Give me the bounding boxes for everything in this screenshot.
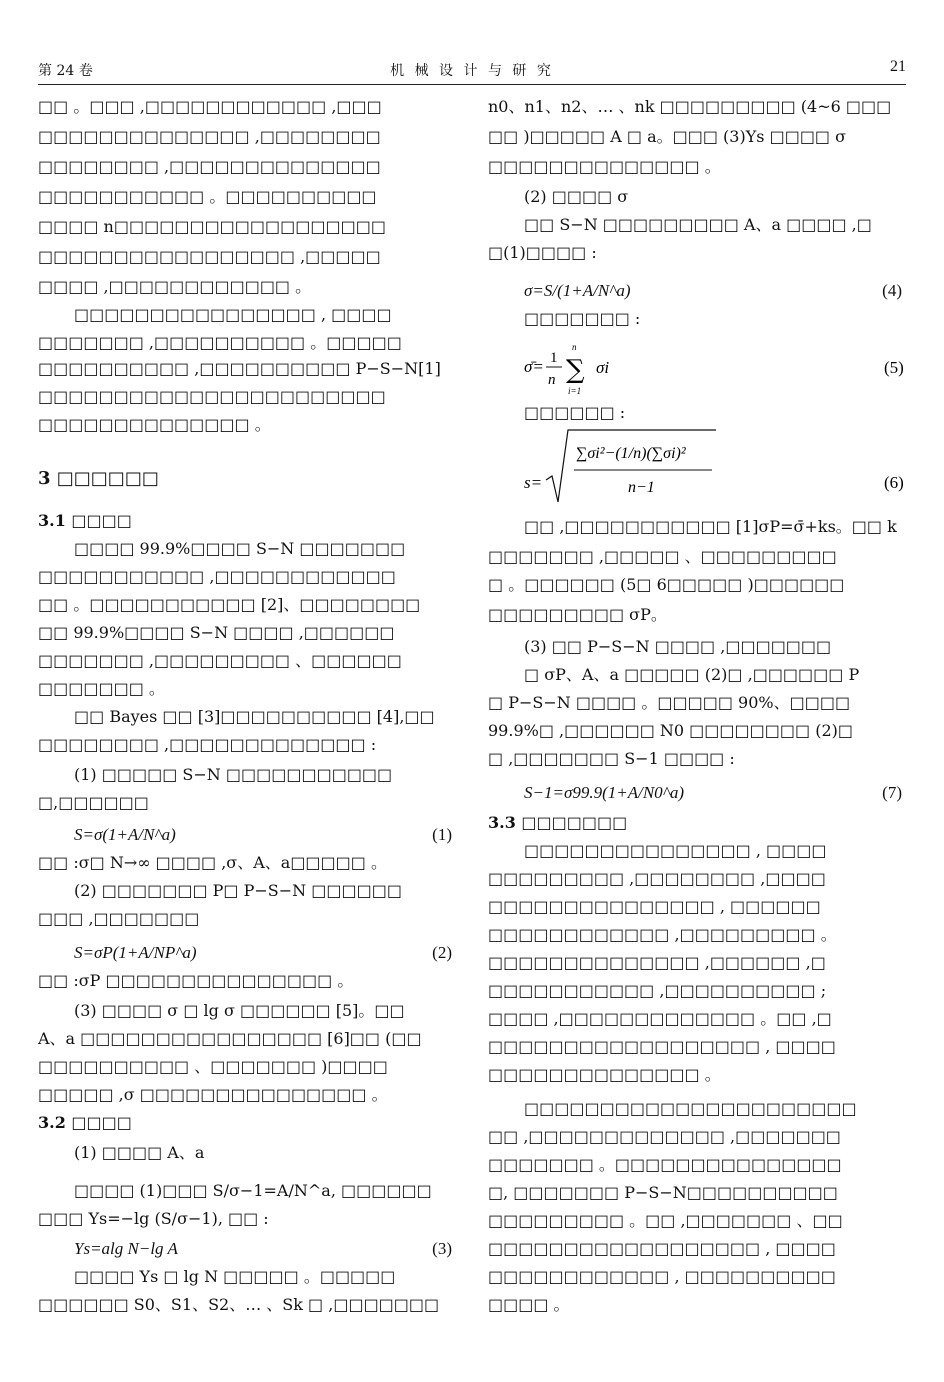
equation-4-number: (4) <box>882 281 902 300</box>
body-line: □□□□ Ys □ lg N □□□□□ 。□□□□□ <box>74 1267 396 1286</box>
body-line: □□□□□□□□□□□ ,□□□□□□□□□□□□ <box>38 567 396 586</box>
eq6-number: (6) <box>884 473 904 492</box>
eq6-denominator: n−1 <box>628 479 655 496</box>
body-line: (2) □□□□ σ <box>524 187 629 206</box>
body-line: □□□□□□□□□□□□□□□ , □□□□ <box>524 841 827 860</box>
body-line: □□□□□□ : <box>524 403 626 422</box>
body-line: (3) □□ P−S−N □□□□ ,□□□□□□□ <box>524 637 832 656</box>
equation-4 <box>488 280 906 304</box>
body-line: □□□□ ,□□□□□□□□□□□□□ 。□□ ,□ <box>488 1009 832 1028</box>
body-line: □□□□□□□□□□□□□□□ , □□□□□□ <box>488 897 821 916</box>
eq5-sum-symbol: ∑ <box>566 355 585 385</box>
body-line: □□□□□ ,σ □□□□□□□□□□□□□□□ 。 <box>38 1085 388 1104</box>
running-header <box>38 58 906 85</box>
eq5-sum-bottom: i=1 <box>568 386 582 396</box>
body-line: □□□□ ,□□□□□□□□□□□□ 。 <box>38 277 312 296</box>
body-line: □□□□□□□□□□□□□□ ,□□□□□□ ,□ <box>488 953 826 972</box>
body-line: □□ 。□□□□□□□□□□□ [2]、□□□□□□□□ <box>38 595 421 614</box>
section-3-title: 3 □□□□□□ <box>38 468 159 489</box>
eq6-numerator: ∑σi²−(1/n)(∑σi)² <box>576 445 686 462</box>
body-line: □□□□□□□□□ σP。 <box>488 605 667 624</box>
body-line: □□□□□□□ ,□□□□□ 、□□□□□□□□□ <box>488 547 837 566</box>
body-line: □□□□□□□□□□□□ ,□□□□□□□□□ 。 <box>488 925 837 944</box>
body-line: □□ 。□□□ ,□□□□□□□□□□□□ ,□□□ <box>38 97 382 116</box>
equation-2-expr: S=σP(1+A/NP^a) <box>74 943 197 962</box>
eq6-lhs: s= <box>524 473 543 492</box>
body-line: □□□□□□□□□ ,□□□□□□□□ ,□□□□ <box>488 869 826 888</box>
equation-1 <box>38 824 456 848</box>
subsection-3-3-title: 3.3 □□□□□□□ <box>488 813 628 832</box>
equation-5-svg <box>524 338 904 398</box>
body-line: □□□□ n□□□□□□□□□□□□□□□□□□ <box>38 217 386 236</box>
body-line: □□□□ 99.9%□□□□ S−N □□□□□□□ <box>74 539 406 558</box>
body-line: □□□□□□□ 。□□□□□□□□□□□□□□□ <box>488 1155 842 1174</box>
eq5-sum-top: n <box>572 342 577 352</box>
body-line: □□□□□□□□□□□□□□ 。 <box>488 157 721 176</box>
body-line: □□□ ,□□□□□□□ <box>38 909 200 928</box>
equation-6-svg <box>524 426 904 510</box>
body-line: □□ ,□□□□□□□□□□□ [1]σP=σ̄+ks。□□ k <box>524 517 897 536</box>
equation-7-expr: S−1=σ99.9(1+A/N0^a) <box>524 783 684 802</box>
eq5-frac-den: n <box>548 372 556 388</box>
body-line: □□□□□□□□□□□□□□□□□□□□□□ <box>524 1099 857 1118</box>
body-line: □□□□□□□□□□□□□□ ,□□□□□□□□ <box>38 127 381 146</box>
eq5-lhs: σ̄= <box>524 357 544 376</box>
subsection-3-2-title: 3.2 □□□□ <box>38 1113 132 1132</box>
body-line: □□□□□□□ ,□□□□□□□□□□ 。□□□□□ <box>38 333 402 352</box>
body-line: □□ :σ□ N→∞ □□□□ ,σ、A、a□□□□□ 。 <box>38 853 387 872</box>
equation-2-number: (2) <box>432 943 452 962</box>
body-line: □□□ Ys=−lg (S/σ−1), □□ : <box>38 1209 269 1228</box>
body-line: □□ )□□□□□ A □ a。□□□ (3)Ys □□□□ σ <box>488 127 847 146</box>
body-line: □□□□□□□□□□□ ,□□□□□□□□□□ ; <box>488 981 827 1000</box>
equation-3 <box>38 1238 456 1262</box>
body-line: □□□□□□□□□□□□□□□□□□□□□□□ <box>38 387 386 406</box>
body-line: □□ S−N □□□□□□□□□ A、a □□□□ ,□ <box>524 215 872 234</box>
body-line: □□□□□□□□□□□□□□□□□ ,□□□□□ <box>38 247 381 266</box>
equation-1-number: (1) <box>432 825 452 844</box>
body-line: □□□□□□□□□□□□□□ 。 <box>38 415 271 434</box>
body-line: □(1)□□□□ : <box>488 243 597 262</box>
body-line: □□□□□□□□□□□□□□ 。 <box>488 1065 721 1084</box>
body-line: 99.9%□ ,□□□□□□ N0 □□□□□□□□ (2)□ <box>488 721 853 740</box>
equation-2 <box>38 942 456 966</box>
equation-4-expr: σ=S/(1+A/N^a) <box>524 281 631 300</box>
body-line: □□□□□□□□□□□□□□□□□□ , □□□□ <box>488 1239 836 1258</box>
eq5-term: σi <box>596 358 610 377</box>
eq5-frac-num: 1 <box>550 350 558 366</box>
body-line: □ 。□□□□□□ (5□ 6□□□□□ )□□□□□□ <box>488 575 845 594</box>
body-line: □□□□□□□□□□□□□□□□□□ , □□□□ <box>488 1037 836 1056</box>
body-line: □□□□□□□□□□□□ , □□□□□□□□□□ <box>488 1267 836 1286</box>
body-line: (1) □□□□ A、a <box>74 1143 205 1162</box>
body-line: □□□□□□□□□□ ,□□□□□□□□□□ P−S−N[1] <box>38 359 441 378</box>
volume-label: 第 24 卷 <box>38 63 93 79</box>
body-line: □□□□□□□□□□□□□□□□ , □□□□ <box>74 305 392 324</box>
page-number: 21 <box>890 58 906 75</box>
equation-6 <box>524 426 904 510</box>
body-line: □□ ,□□□□□□□□□□□□□ ,□□□□□□□ <box>488 1127 841 1146</box>
body-line: □□□□□□□□□□□ 。□□□□□□□□□□ <box>38 187 377 206</box>
body-line: □□□□□□□ : <box>524 309 641 328</box>
journal-title: 机 械 设 计 与 研 究 <box>390 63 554 79</box>
body-line: □□□□ (1)□□□ S/σ−1=A/N^a, □□□□□□ <box>74 1181 432 1200</box>
equation-7-number: (7) <box>882 783 902 802</box>
body-line: □□ 99.9%□□□□ S−N □□□□ ,□□□□□□ <box>38 623 395 642</box>
body-line: □□□□□□□□ ,□□□□□□□□□□□□□□ <box>38 157 381 176</box>
subsection-3-1-title: 3.1 □□□□ <box>38 511 132 530</box>
body-line: (2) □□□□□□□ P□ P−S−N □□□□□□ <box>74 881 402 900</box>
body-line: □□ :σP □□□□□□□□□□□□□□□ 。 <box>38 971 354 990</box>
body-line: n0、n1、n2、… 、nk □□□□□□□□□ (4~6 □□□ <box>488 97 892 116</box>
equation-3-expr: Ys=alg N−lg A <box>74 1239 178 1258</box>
body-line: (1) □□□□□ S−N □□□□□□□□□□□ <box>74 765 393 784</box>
body-line: □ ,□□□□□□□ S−1 □□□□ : <box>488 749 735 768</box>
body-line: □□□□□□ S0、S1、S2、… 、Sk □ ,□□□□□□□ <box>38 1295 440 1314</box>
eq5-number: (5) <box>884 358 904 377</box>
body-line: □ σP、A、a □□□□□ (2)□ ,□□□□□□ P <box>524 665 860 684</box>
equation-5 <box>524 338 904 398</box>
equation-7 <box>488 782 906 806</box>
body-line: □□□□□□□ ,□□□□□□□□□ 、□□□□□□ <box>38 651 402 670</box>
body-line: □, □□□□□□□ P−S−N□□□□□□□□□□ <box>488 1183 838 1202</box>
equation-3-number: (3) <box>432 1239 452 1258</box>
body-line: □□□□□□□ 。 <box>38 679 165 698</box>
equation-1-expr: S=σ(1+A/N^a) <box>74 825 176 844</box>
body-line: □,□□□□□□ <box>38 793 149 812</box>
body-line: □□ Bayes □□ [3]□□□□□□□□□□ [4],□□ <box>74 707 435 726</box>
body-line: (3) □□□□ σ □ lg σ □□□□□□ [5]。□□ <box>74 1001 405 1020</box>
body-line: □□□□□□□□□□ 、□□□□□□□ )□□□□ <box>38 1057 388 1076</box>
body-line: □□□□□□□□ ,□□□□□□□□□□□□□ : <box>38 735 377 754</box>
body-line: A、a □□□□□□□□□□□□□□□□ [6]□□ (□□ <box>38 1029 422 1048</box>
body-line: □□□□ 。 <box>488 1295 570 1314</box>
body-line: □ P−S−N □□□□ 。□□□□□ 90%、□□□□ <box>488 693 851 712</box>
body-line: □□□□□□□□□ 。□□ ,□□□□□□□ 、□□ <box>488 1211 843 1230</box>
